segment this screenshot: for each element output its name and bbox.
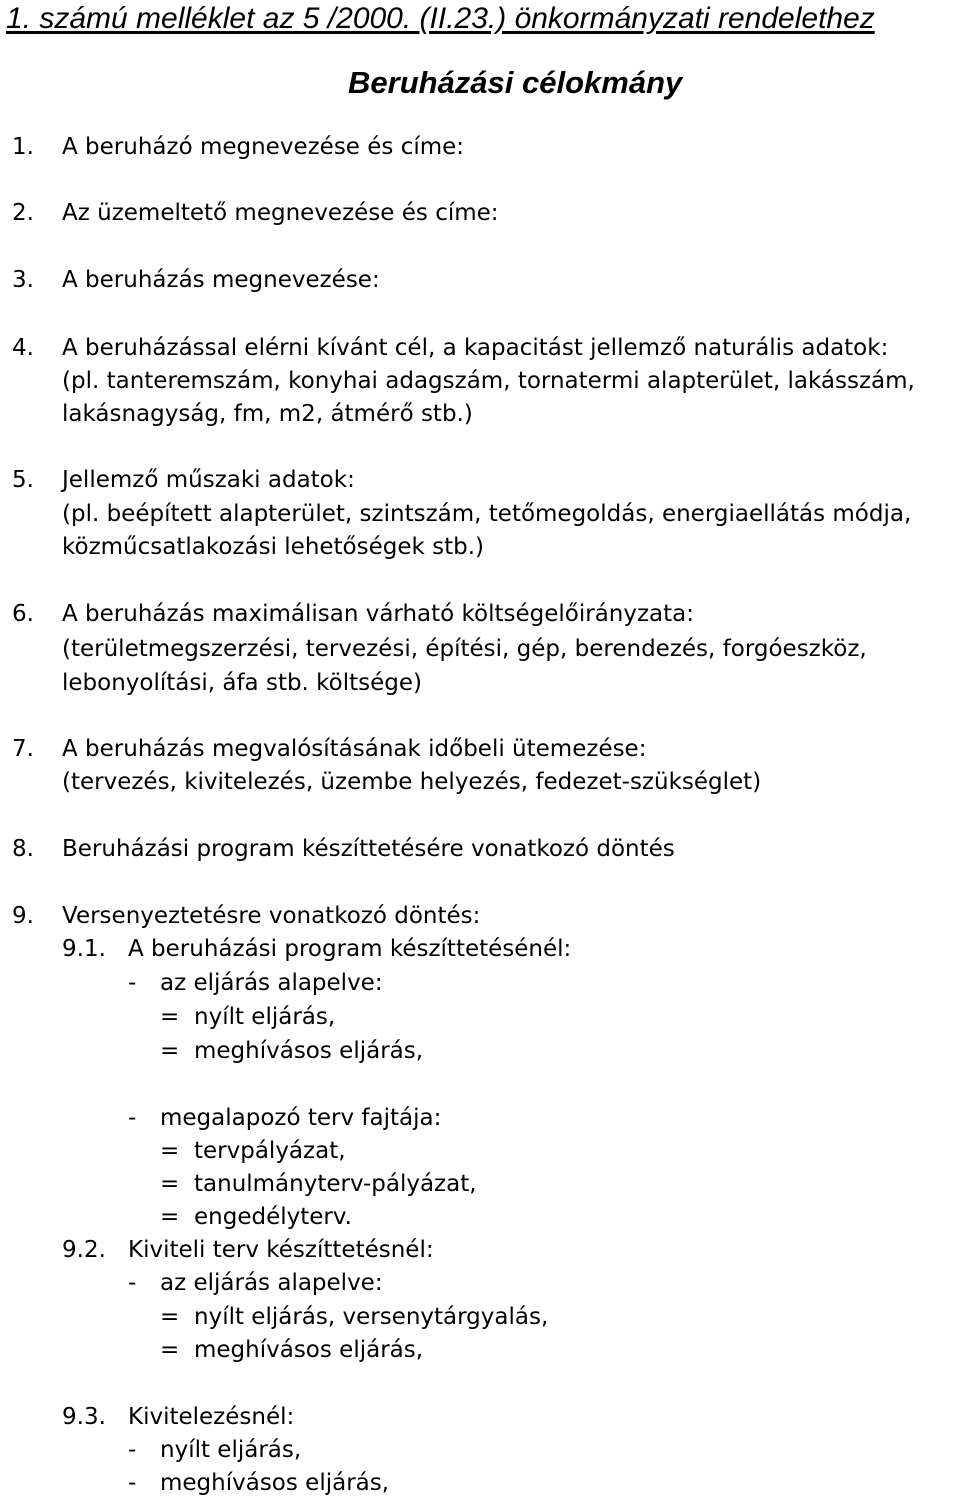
item-4-number: 4. xyxy=(12,335,34,361)
item-3-text: A beruházás megnevezése: xyxy=(62,267,380,293)
item-7-number: 7. xyxy=(12,736,34,762)
equals-sign: = xyxy=(160,1171,180,1197)
sub-9-1-option-invitation: meghívásos eljárás, xyxy=(194,1038,424,1064)
sub-9-1-text: A beruházási program készíttetésénél: xyxy=(128,936,572,962)
sub-9-2-option-invitation: meghívásos eljárás, xyxy=(194,1337,424,1363)
equals-sign: = xyxy=(160,1304,180,1330)
equals-sign: = xyxy=(160,1038,180,1064)
item-5-detail-line-2: közműcsatlakozási lehetőségek stb.) xyxy=(62,534,485,560)
equals-sign: = xyxy=(160,1138,180,1164)
item-4-detail-line-2: lakásnagyság, fm, m2, átmérő stb.) xyxy=(62,401,473,427)
sub-9-2-option-open: nyílt eljárás, versenytárgyalás, xyxy=(194,1304,549,1330)
item-2-text: Az üzemeltető megnevezése és címe: xyxy=(62,200,499,226)
sub-9-3-number: 9.3. xyxy=(62,1404,106,1430)
item-5-detail-line-1: (pl. beépített alapterület, szintszám, tetőmegoldás, energiaellátás módja, xyxy=(62,501,912,527)
equals-sign: = xyxy=(160,1337,180,1363)
item-3-number: 3. xyxy=(12,267,34,293)
item-5-number: 5. xyxy=(12,467,34,493)
item-4-text: A beruházással elérni kívánt cél, a kapacitást jellemző naturális adatok: xyxy=(62,335,889,361)
annex-header: 1. számú melléklet az 5 /2000. (II.23.) önkormányzati rendelethez xyxy=(6,2,875,35)
sub-9-3-option-invitation: meghívásos eljárás, xyxy=(160,1470,390,1496)
sub-9-1-dash-1: - xyxy=(128,970,137,996)
item-6-number: 6. xyxy=(12,601,34,627)
item-6-detail-line-2: lebonyolítási, áfa stb. költsége) xyxy=(62,670,423,696)
item-4-detail-line-1: (pl. tanteremszám, konyhai adagszám, tornatermi alapterület, lakásszám, xyxy=(62,368,915,394)
item-7-text: A beruházás megvalósításának időbeli ütemezése: xyxy=(62,736,647,762)
item-8-text: Beruházási program készíttetésére vonatkozó döntés xyxy=(62,836,675,862)
item-6-detail-line-1: (területmegszerzési, tervezési, építési, gép, berendezés, forgóeszköz, xyxy=(62,636,867,662)
equals-sign: = xyxy=(160,1004,180,1030)
item-8-number: 8. xyxy=(12,836,34,862)
sub-9-1-number: 9.1. xyxy=(62,936,106,962)
sub-9-3-dash-2: - xyxy=(128,1470,137,1496)
sub-9-2-dash-1: - xyxy=(128,1270,137,1296)
sub-9-3-text: Kivitelezésnél: xyxy=(128,1404,295,1430)
sub-9-3-option-open: nyílt eljárás, xyxy=(160,1437,302,1463)
item-2-number: 2. xyxy=(12,200,34,226)
equals-sign: = xyxy=(160,1204,180,1230)
sub-9-1-option-open: nyílt eljárás, xyxy=(194,1004,336,1030)
item-7-detail-line-1: (tervezés, kivitelezés, üzembe helyezés, fedezet-szükséglet) xyxy=(62,769,762,795)
sub-9-1-dash-2: - xyxy=(128,1105,137,1131)
sub-9-2-procedure-principle: az eljárás alapelve: xyxy=(160,1270,383,1296)
item-5-text: Jellemző műszaki adatok: xyxy=(62,467,355,493)
sub-9-2-text: Kiviteli terv készíttetésnél: xyxy=(128,1237,434,1263)
sub-9-1-plan-option-1: tervpályázat, xyxy=(194,1138,346,1164)
sub-9-1-plan-type: megalapozó terv fajtája: xyxy=(160,1105,442,1131)
sub-9-1-plan-option-2: tanulmányterv-pályázat, xyxy=(194,1171,477,1197)
sub-9-1-procedure-principle: az eljárás alapelve: xyxy=(160,970,383,996)
item-9-number: 9. xyxy=(12,903,34,929)
document-title: Beruházási célokmány xyxy=(348,65,683,100)
sub-9-3-dash-1: - xyxy=(128,1437,137,1463)
sub-9-1-plan-option-3: engedélyterv. xyxy=(194,1204,352,1230)
item-9-text: Versenyeztetésre vonatkozó döntés: xyxy=(62,903,481,929)
item-6-text: A beruházás maximálisan várható költségelőirányzata: xyxy=(62,601,695,627)
item-1-number: 1. xyxy=(12,134,34,160)
item-1-text: A beruházó megnevezése és címe: xyxy=(62,134,465,160)
sub-9-2-number: 9.2. xyxy=(62,1237,106,1263)
